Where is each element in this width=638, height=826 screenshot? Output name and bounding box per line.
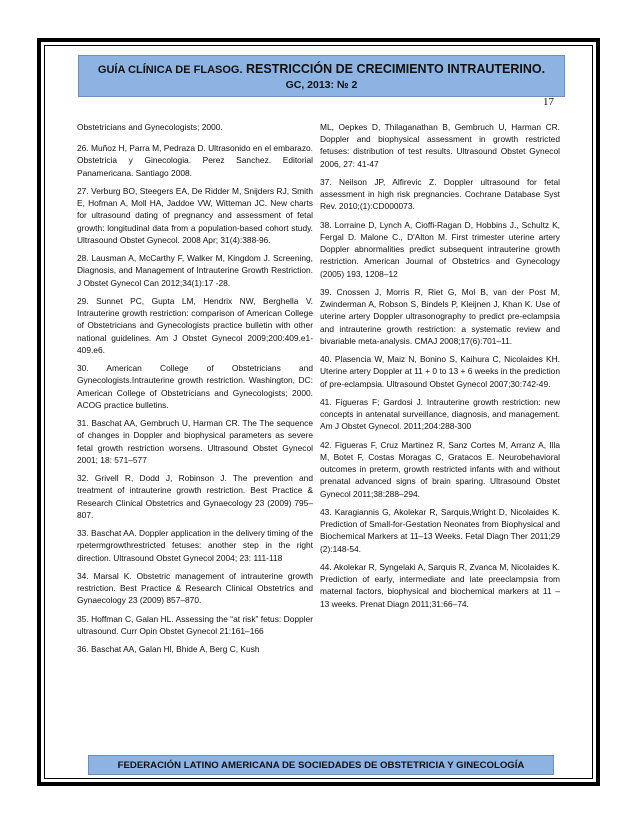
reference-item: 43. Karagiannis G, Akolekar R, Sarquis,Wright D, Nicolaides K. Prediction of Small-for-Gestation Neonates from Biophysical and Biochemical Markers at 11–13 Weeks. Fetal Diagn Ther 2011;29 (2):148-54.: [320, 507, 560, 554]
reference-item: 28. Lausman A, McCarthy F, Walker M, Kingdom J. Screening, Diagnosis, and Management of Intrauterine Growth Restriction. J Obstet Gynecol Can 2012;34(1):17 -28.: [77, 253, 313, 288]
page-footer: FEDERACIÓN LATINO AMERICANA DE SOCIEDADES DE OBSTETRICIA Y GINECOLOGÍA: [88, 755, 554, 775]
page-number: 17: [543, 96, 554, 108]
reference-item: 34. Marsal K. Obstetric management of intrauterine growth restriction. Best Practice & Research Clinical Obstetrics and Gynaecology 23 (2009) 857–870.: [77, 571, 313, 606]
reference-item: Obstetricians and Gynecologists; 2000.: [77, 122, 223, 132]
page-header: [78, 55, 565, 97]
reference-item: 38. Lorraine D, Lynch A, Cioffi-Ragan D, Hobbins J., Schultz K, Fergal D. Malone C., D'Alton M. First trimester uterine artery Doppler abnormalities predict subsequent intrauterine growth restriction. American Journal of Obstetrics and Gynecology (2005) 193, 1208–12: [320, 219, 560, 279]
reference-item: 36. Baschat AA, Galan Hl, Bhide A, Berg C, Kush: [77, 644, 260, 655]
reference-item: 27. Verburg BO, Steegers EA, De Ridder M, Snijders RJ, Smith E, Hofman A, Moll HA, Jaddoe VW, Witteman JC. New charts for ultrasound dating of pregnancy and assessment of fetal growth: longitudinal data from a population-based cohort study. Ultrasound Obstet Gynecol. 2008 Apr; 31(4):388-96.: [77, 186, 313, 245]
reference-item: 39. Cnossen J, Morris R, Riet G, Mol B, van der Post M, Zwinderman A, Robson S, Bindels P, Kleijnen J, Khan K. Use of uterine artery Doppler ultrasonography to predict pre-eclampsia and intrauterine growth restriction: a systematic review and bivariable meta-analysis. CMAJ 2008;17(6):701–11.: [320, 287, 560, 346]
references-left-column: [77, 121, 313, 662]
header-title: [79, 62, 564, 76]
reference-item: 33. Baschat AA. Doppler application in the delivery timing of the rpetermgrowthrestricted fetuses: another step in the right direction. Ultrasound Obstet Gynecol 2004; 23: 111-118: [77, 528, 313, 563]
reference-item: 31. Baschat AA, Gembruch U, Harman CR. The The sequence of changes in Doppler and biophysical parameters as severe fetal growth restriction worsens. Ultrasound Obstet Gynecol 2001; 18: 571–577: [77, 418, 313, 465]
reference-item: 26. Muñoz H, Parra M, Pedraza D. Ultrasonido en el embarazo. Obstetricia y Ginecologia. Perez Sanchez. Editorial Panamericana. Santiago 2008.: [77, 143, 313, 178]
reference-item: 40. Plasencia W, Maiz N, Bonino S, Kaihura C, Nicolaides KH. Uterine artery Doppler at 11 + 0 to 13 + 6 weeks in the prediction of pre-eclampsia. Ultrasound Obstet Gynecol 2007;30:742-49.: [320, 354, 560, 389]
reference-item: 37. Neilson JP, Alfirevic Z. Doppler ultrasound for fetal assessment in high risk pregnancies. Cochrane Database Syst Rev. 2010;(1):CD000073.: [320, 177, 560, 212]
reference-item: 32. Grivell R, Dodd J, Robinson J. The prevention and treatment of intrauterine growth restriction. Best Practice & Research Clinical Obstetrics and Gynaecology 23 (2009) 795–807.: [77, 473, 313, 520]
header-title-main: RESTRICCIÓN DE CRECIMIENTO INTRAUTERINO.: [246, 62, 546, 76]
reference-item: 41. Figueras F; Gardosi J. Intrauterine growth restriction: new concepts in antenatal surveillance, diagnosis, and management. Am J Obstet Gynecol. 2011;204:288-300: [320, 397, 560, 432]
reference-item: ML, Oepkes D, Thilaganathan B, Gembruch U, Harman CR. Doppler and biophysical assessment in growth restricted fetuses: distribution of test results. Ultrasound Obstet Gynecol 2006, 27: 41-47: [320, 122, 560, 169]
header-issue: GC, 2013: № 2: [285, 79, 358, 91]
references-right-column: [320, 121, 560, 616]
reference-item: 44. Akolekar R, Syngelaki A, Sarquis R, Zvanca M, Nicolaides K. Prediction of early, intermediate and late preeclampsia from maternal factors, biophysical and biochemical markers at 11 – 13 weeks. Prenat Diagn 2011;31:66–74.: [320, 562, 560, 609]
header-title-prefix: GUÍA CLÍNICA DE FLASOG.: [97, 64, 243, 76]
reference-item: 29. Sunnet PC, Gupta LM, Hendrix NW, Berghella V. Intrauterine growth restriction: comparison of American College of Obstetricians and Gynecologists practice bulletin with other national guidelines. Am J Obstet Gynecol 2009;200:409.e1-409.e6.: [77, 296, 313, 355]
reference-item: 42. Figueras F, Cruz Martinez R, Sanz Cortes M, Arranz A, Illa M, Botet F, Costas Moragas C, Gratacos E. Neurobehavioral outcomes in preterm, growth restricted infants with and without prenatal advanced signs of brain sparing. Ultrasound Obstet Gynecol 2011;38:288–294.: [320, 439, 560, 499]
reference-item: 30. American College of Obstetricians and Gynecologists.Intrauterine growth restriction. Washington, DC: American College of Obstetricians and Gynecologists; 2000. ACOG practice bulletins.: [77, 363, 313, 410]
reference-item: 35. Hoffman C, Galan HL. Assessing the “at risk” fetus: Doppler ultrasound. Curr Opin Obstet Gynecol 21:161–166: [77, 613, 313, 636]
